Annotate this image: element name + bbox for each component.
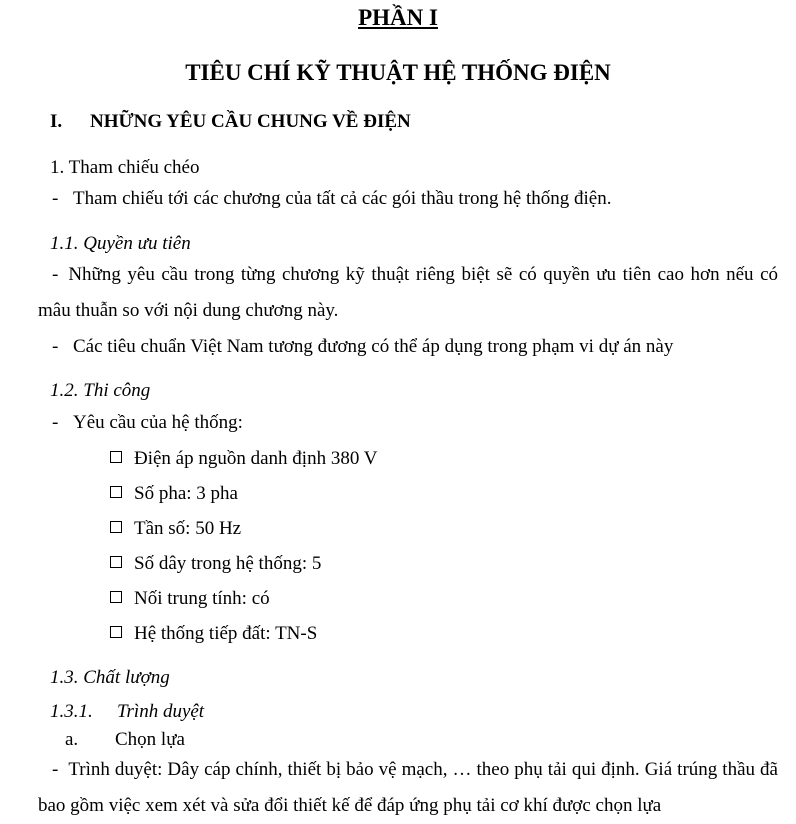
heading-title: Trình duyệt: [117, 701, 205, 722]
list-item: Tần số: 50 Hz: [110, 518, 241, 540]
sub-item-letter: a.: [65, 729, 79, 750]
paragraph-submittal: - Trình duyệt: Dây cáp chính, thiết bị bảo vệ mạch, … theo phụ tải qui định. Giá trúng thầu đã bao gồm việc xem xét và sửa đổi thiết kế để đáp ứng phụ tải cơ khí được chọn lựa: [38, 759, 778, 816]
checkbox-square-icon: [110, 591, 122, 603]
part-heading: PHẦN I: [358, 5, 438, 30]
section-number: I.: [50, 111, 63, 132]
bullet-text: Tham chiếu tới các chương của tất cả các gói thầu trong hệ thống điện.: [73, 188, 612, 209]
checkbox-square-icon: [110, 451, 122, 463]
list-item: Số dây trong hệ thống: 5: [110, 553, 321, 575]
section-title: NHỮNG YÊU CẦU CHUNG VỀ ĐIỆN: [90, 111, 411, 132]
heading-1-3-1: [50, 701, 205, 723]
heading-1-1: 1.1. Quyền ưu tiên: [50, 233, 191, 254]
bullet-text: Các tiêu chuẩn Việt Nam tương đương có thể áp dụng trong phạm vi dự án này: [73, 336, 674, 357]
paragraph-priority: - Những yêu cầu trong từng chương kỹ thuật riêng biệt sẽ có quyền ưu tiên cao hơn nếu có mâu thuẫn so với nội dung chương này.: [38, 264, 778, 321]
list-item: Số pha: 3 pha: [110, 483, 238, 505]
checkbox-square-icon: [110, 556, 122, 568]
checkbox-square-icon: [110, 486, 122, 498]
heading-1-3: 1.3. Chất lượng: [50, 667, 170, 688]
heading-1: 1. Tham chiếu chéo: [50, 157, 200, 178]
sub-item-title: Chọn lựa: [115, 729, 185, 750]
heading-number: 1.3.1.: [50, 701, 93, 722]
sub-item-a: [65, 729, 185, 751]
paragraph-text: Trình duyệt: Dây cáp chính, thiết bị bảo vệ mạch, … theo phụ tải qui định. Giá trúng thầu đã bao gồm việc xem xét và sửa đổi thiết kế để đáp ứng phụ tải cơ khí được chọn lựa: [38, 759, 778, 816]
list-item: Hệ thống tiếp đất: TN-S: [110, 623, 317, 645]
checkbox-square-icon: [110, 521, 122, 533]
heading-1-2: 1.2. Thi công: [50, 380, 151, 401]
paragraph-text: Những yêu cầu trong từng chương kỹ thuật riêng biệt sẽ có quyền ưu tiên cao hơn nếu có mâu thuẫn so với nội dung chương này.: [38, 264, 778, 321]
bullet-text: Yêu cầu của hệ thống:: [73, 412, 243, 433]
list-item: Điện áp nguồn danh định 380 V: [110, 448, 377, 470]
document-title: TIÊU CHÍ KỸ THUẬT HỆ THỐNG ĐIỆN: [185, 60, 611, 85]
list-item: Nối trung tính: có: [110, 588, 270, 610]
checkbox-square-icon: [110, 626, 122, 638]
